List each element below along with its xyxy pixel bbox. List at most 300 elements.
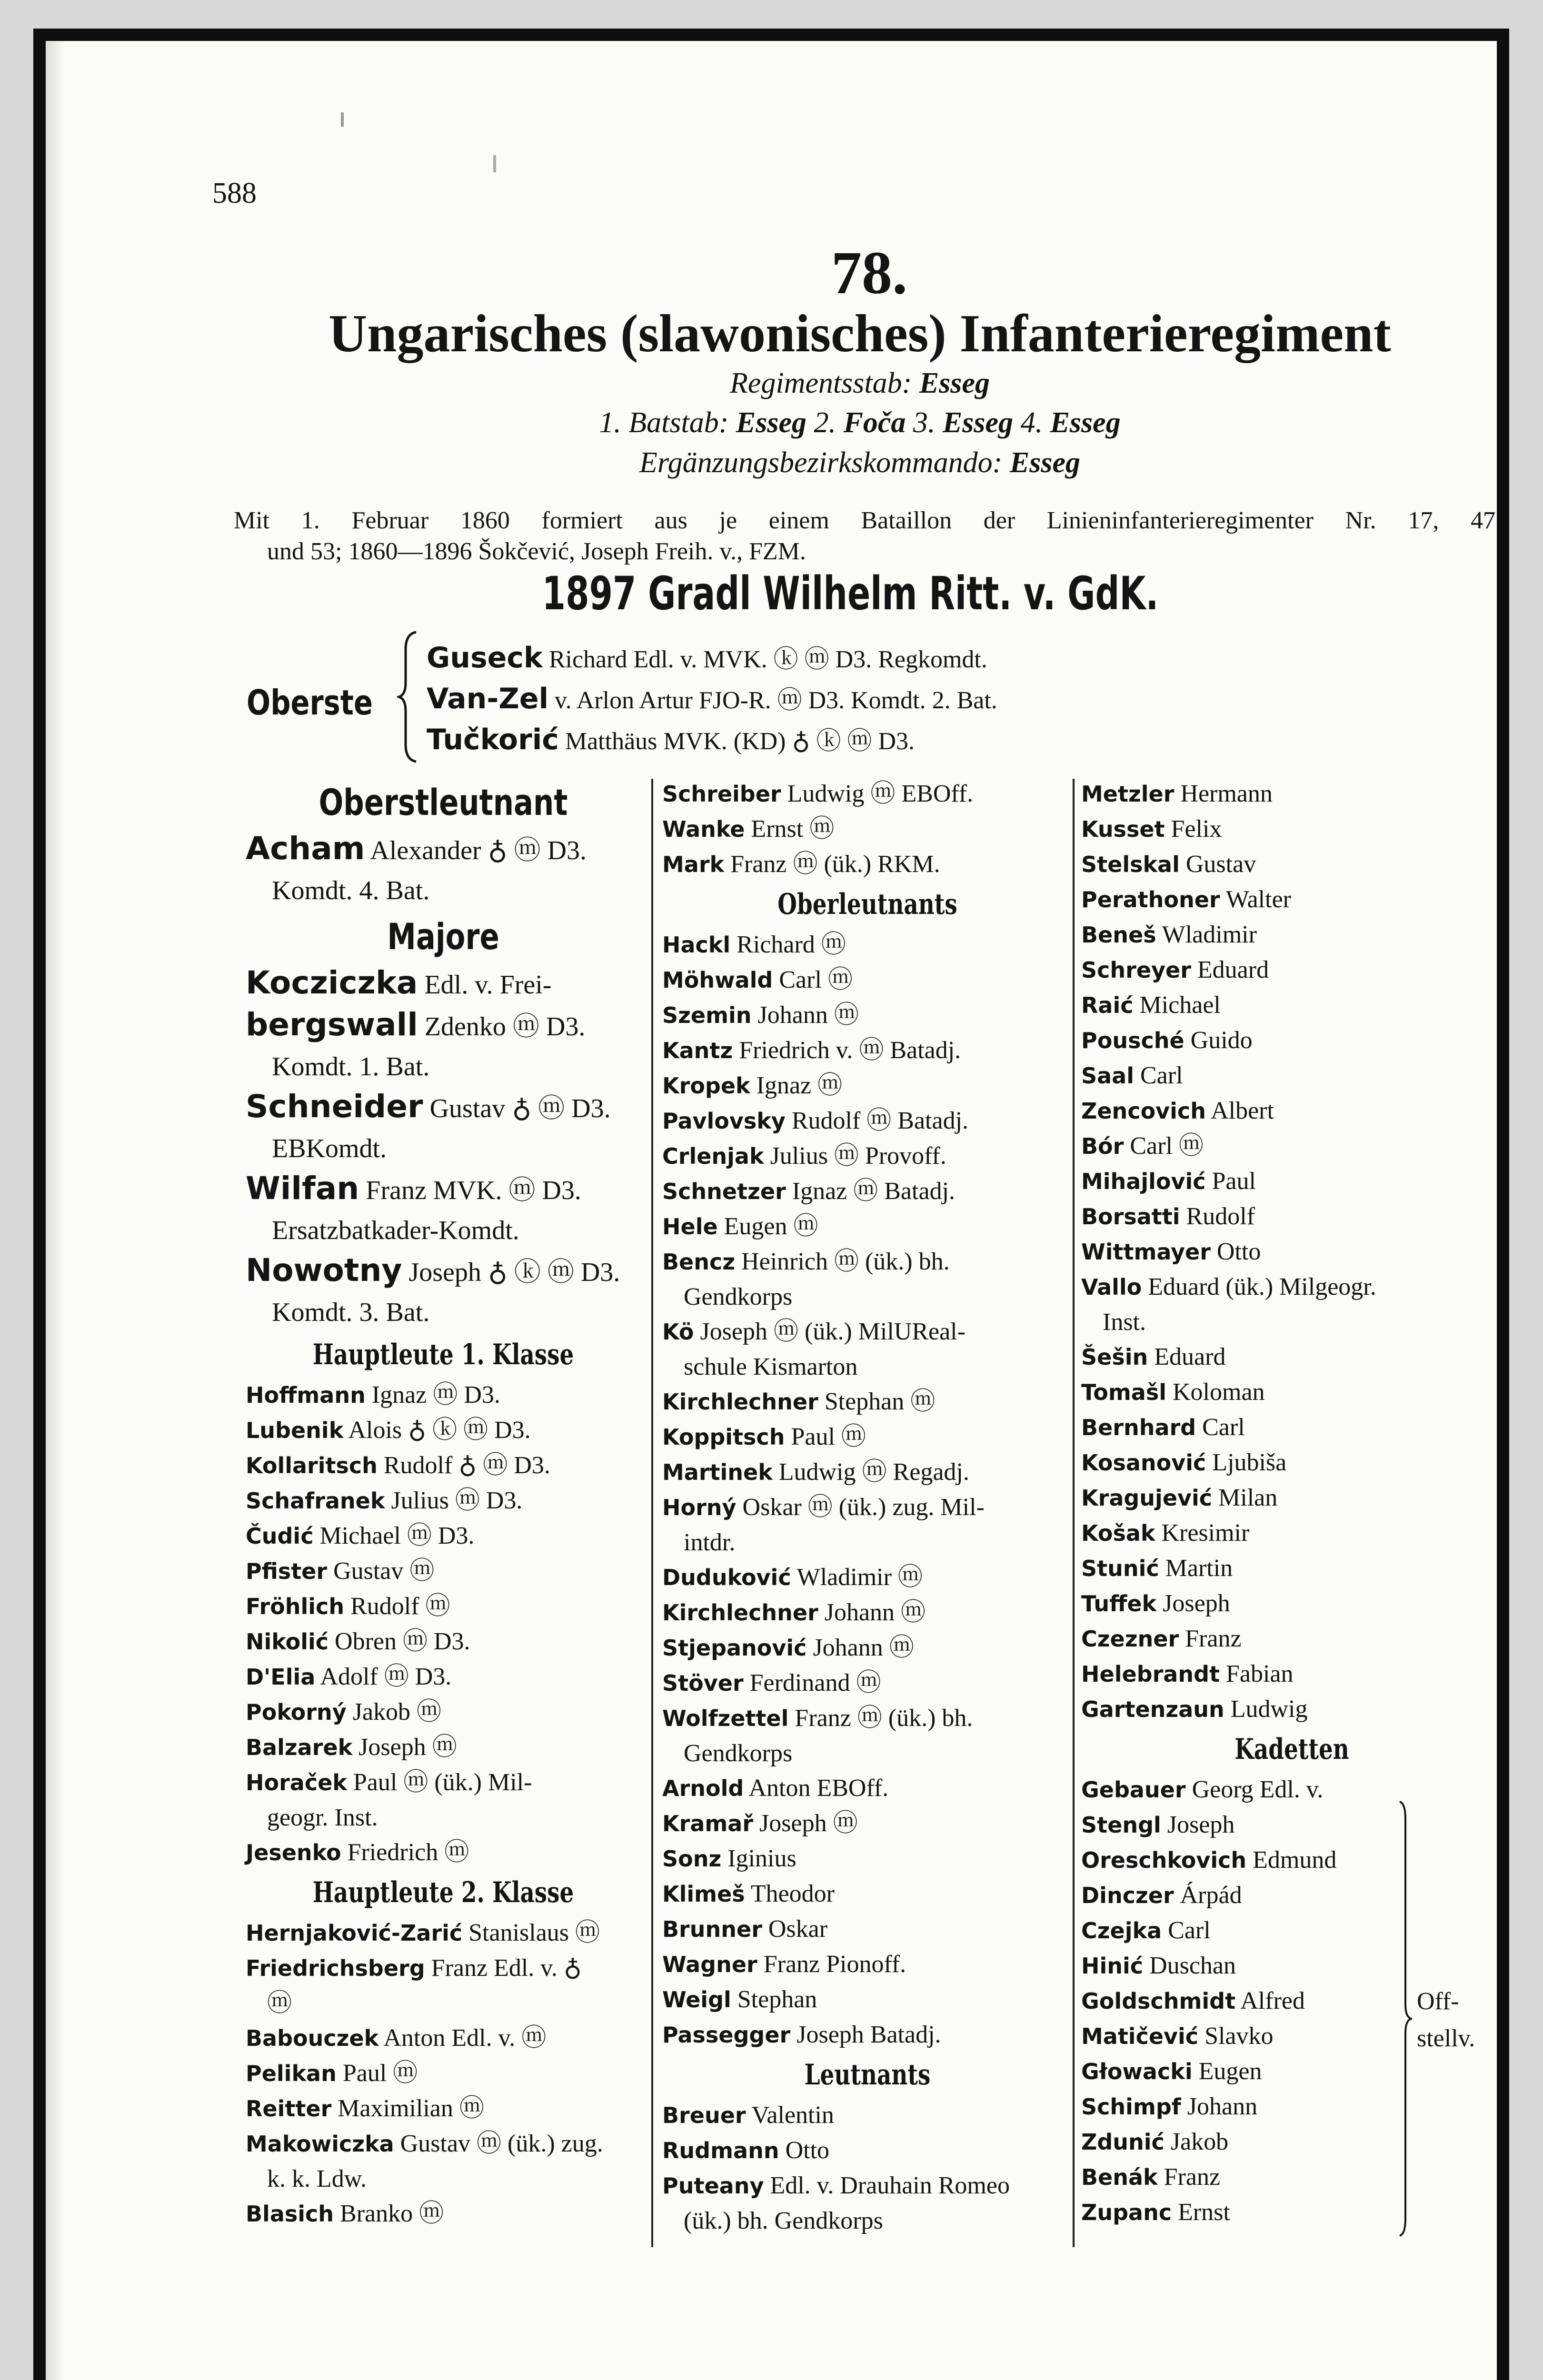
curly-brace-icon <box>397 630 419 764</box>
officer-entry <box>246 1695 641 1730</box>
officer-entry <box>1081 2195 1503 2230</box>
oberste-label: Oberste <box>247 683 373 723</box>
officer-entry <box>246 1624 641 1659</box>
entry-continuation: (ük.) bh. Gendkorps <box>684 2207 883 2234</box>
officer-details: Oskar ⓜ (ük.) zug. Mil- <box>742 1494 985 1521</box>
officer-entry <box>662 1174 1073 1209</box>
officer-details: Jakob ⓜ <box>352 1698 442 1726</box>
entry-line <box>246 1378 641 1413</box>
officer-details: Jakob <box>1170 2128 1229 2155</box>
ergaenzung-place: Esseg <box>1009 446 1080 479</box>
officer-details: Eduard (ük.) Milgeogr. <box>1148 1273 1376 1300</box>
entry-line <box>246 2021 641 2056</box>
officer-surname: Makowiczka <box>246 2131 394 2157</box>
officer-details: Johann ⓜ <box>813 1634 914 1661</box>
officer-surname: Šešin <box>1081 1344 1148 1370</box>
entry-line <box>662 847 1073 882</box>
officer-details: Franz ⓜ (ük.) RKM. <box>730 851 940 878</box>
entry-continuation: schule Kismarton <box>684 1353 858 1380</box>
officer-entry <box>662 1771 1073 1806</box>
entry-continuation: EBKomdt. <box>272 1134 387 1163</box>
officer-details: Hermann <box>1180 780 1273 807</box>
officer-details: Maximilian ⓜ <box>338 2095 484 2122</box>
officer-entry <box>1081 847 1503 882</box>
officer-surname: Stengl <box>1081 1812 1161 1838</box>
officer-entry <box>662 1876 1073 1912</box>
entry-line <box>1081 1164 1503 1199</box>
entry-line <box>662 2017 1073 2053</box>
scanned-page <box>33 29 1509 2380</box>
rank-heading: Hauptleute 1. Klasse <box>312 1338 574 1371</box>
rank-heading: Hauptleute 2. Klasse <box>312 1876 574 1909</box>
officer-surname: Kantz <box>662 1038 733 1063</box>
officer-details: Gustav <box>1185 851 1256 878</box>
officer-details: Rudolf <box>1186 1203 1255 1230</box>
officer-details: Alfred <box>1240 1987 1305 2014</box>
entry-line <box>246 2126 641 2162</box>
entry-line <box>246 829 641 871</box>
officer-surname: Pousché <box>1081 1028 1185 1053</box>
officer-details: Johann <box>1187 2093 1258 2120</box>
entry-line <box>1081 812 1503 847</box>
entry-line <box>1081 952 1503 988</box>
officer-details: Gustav ⓜ (ük.) zug. <box>400 2130 603 2157</box>
entry-line <box>662 1806 1073 1841</box>
officer-surname: Arnold <box>662 1775 744 1801</box>
officer-details: Julius ⓜ D3. <box>391 1487 523 1514</box>
officer-details: Friedrich v. ⓜ Batadj. <box>739 1037 961 1064</box>
ergaenzung-label: Ergänzungsbezirkskommando: <box>639 446 1003 479</box>
entry-line <box>1081 1480 1503 1516</box>
officer-entry <box>662 2168 1073 2238</box>
officer-details: Franz ⓜ (ük.) bh. <box>795 1705 973 1732</box>
officer-details: Carl <box>1168 1917 1211 1944</box>
officer-details: Paul ⓜ <box>791 1423 866 1450</box>
entry-line <box>662 1771 1073 1806</box>
officer-details: Franz <box>1164 2163 1221 2191</box>
officer-surname: Nowotny <box>246 1252 402 1289</box>
officer-surname: Kusset <box>1081 816 1165 842</box>
entry-line <box>1081 1129 1503 1164</box>
entry-line <box>1081 917 1503 952</box>
officer-surname: Weigl <box>662 1987 731 2013</box>
entry-line <box>1081 1843 1503 1878</box>
officer-entry <box>246 1413 641 1448</box>
officer-details: Franz Edl. v. ♁ <box>431 1954 582 1982</box>
officer-entry <box>1081 1164 1503 1199</box>
officer-surname: Hackl <box>662 932 731 958</box>
officer-details: Rudolf ⓜ Batadj. <box>791 1107 969 1134</box>
officer-details: Eugen ⓜ <box>724 1213 818 1240</box>
officer-surname: Dinczer <box>1081 1883 1174 1908</box>
officer-surname: Metzler <box>1081 781 1175 807</box>
entry-line <box>246 1250 641 1292</box>
officer-surname: Perathoner <box>1081 887 1220 912</box>
entry-line <box>1081 1269 1503 1305</box>
officer-surname: Brunner <box>662 1916 762 1942</box>
officer-details: Carl <box>1202 1414 1245 1441</box>
entry-line <box>1081 2124 1503 2160</box>
regiment-number: 78. <box>831 239 907 307</box>
officer-details: Fabian <box>1225 1660 1294 1687</box>
officer-entry <box>662 2133 1073 2168</box>
officer-entry <box>662 927 1073 962</box>
regimentsstab-line <box>222 364 1498 404</box>
officer-details: Joseph <box>1163 1590 1230 1617</box>
entry-line <box>662 1139 1073 1174</box>
officer-details: Guido <box>1190 1027 1253 1054</box>
entry-line <box>1081 882 1503 917</box>
officer-details: Ferdinand ⓜ <box>749 1669 881 1696</box>
officer-details: Walter <box>1225 886 1291 913</box>
officer-entry <box>662 2017 1073 2053</box>
officer-surname: Čudić <box>246 1523 314 1549</box>
entry-continuation: Gendkorps <box>684 1283 793 1310</box>
entry-line <box>662 1068 1073 1103</box>
entry-line <box>662 2168 1073 2203</box>
officer-surname: Kirchlechner <box>662 1600 818 1626</box>
officer-details: Johann ⓜ <box>757 1002 859 1029</box>
officer-entry <box>246 1915 641 1951</box>
officer-entry <box>662 1560 1073 1595</box>
officer-surname: Acham <box>246 830 365 867</box>
entry-line <box>1081 1445 1503 1480</box>
officer-surname: Wanke <box>662 816 745 842</box>
officer-entry <box>1081 882 1503 917</box>
officer-entry <box>662 1384 1073 1419</box>
officer-entry <box>662 998 1073 1033</box>
officer-entry <box>1081 2124 1503 2160</box>
entry-line <box>1081 1339 1503 1375</box>
officer-details: Paul ⓜ (ük.) Mil- <box>353 1769 532 1796</box>
entry-line <box>1081 1199 1503 1234</box>
officer-surname: Hele <box>662 1214 718 1240</box>
officer-details: Alois ♁ ⓚ ⓜ D3. <box>348 1417 531 1444</box>
entry-line <box>246 1915 641 1951</box>
officer-entry <box>1081 1410 1503 1445</box>
officer-entry <box>662 1666 1073 1701</box>
officer-details: v. Arlon Artur FJO-R. ⓜ D3. Komdt. 2. Bat. <box>555 687 997 714</box>
officer-entry <box>1081 1023 1503 1058</box>
regiment-header <box>203 241 1498 483</box>
officer-details: Eduard <box>1197 956 1269 983</box>
entry-line <box>1081 847 1503 882</box>
officer-entry <box>662 1033 1073 1068</box>
officer-entry <box>662 1912 1073 1947</box>
officer-details: Eugen <box>1198 2058 1262 2085</box>
batstab-label: 1. Batstab: <box>599 407 729 439</box>
officer-details: Carl ⓜ <box>1130 1132 1204 1160</box>
officer-surname: Lubenik <box>246 1418 344 1443</box>
entry-line <box>246 1087 641 1129</box>
officer-surname: Schreiber <box>662 781 781 807</box>
officer-details: Carl <box>1140 1062 1183 1089</box>
officer-entry <box>1081 1807 1503 1843</box>
entry-line <box>246 963 641 1005</box>
ergaenzung-line <box>222 443 1498 483</box>
officer-details: Joseph Batadj. <box>796 2021 941 2048</box>
entry-line <box>246 1765 641 1800</box>
officer-details: Ludwig <box>1230 1696 1308 1723</box>
officer-surname: Wittmayer <box>1081 1239 1211 1265</box>
officer-entry <box>246 1554 641 1589</box>
officer-surname: Schimpf <box>1081 2094 1181 2120</box>
officer-entry <box>662 1630 1073 1666</box>
entry-line <box>1081 1878 1503 1913</box>
officer-details: Kresimir <box>1161 1519 1250 1547</box>
page-body <box>46 41 1497 2380</box>
officer-surname: Tuffek <box>1081 1591 1157 1616</box>
officer-surname: Klimeš <box>662 1881 745 1907</box>
entry-line <box>662 1490 1073 1525</box>
officer-details: Stephan <box>737 1986 817 2013</box>
officer-surname: Passegger <box>662 2022 791 2048</box>
officer-details: Franz MVK. ⓜ D3. <box>366 1176 581 1205</box>
entry-line <box>662 1384 1073 1419</box>
officer-entry <box>1081 1772 1503 1807</box>
officer-surname: Puteany <box>662 2173 764 2199</box>
officer-surname: Duduković <box>662 1565 791 1590</box>
entry-line <box>662 1666 1073 1701</box>
officer-details: Ludwig ⓜ Regadj. <box>778 1458 969 1486</box>
officer-surname: Pokorný <box>246 1699 347 1725</box>
officer-surname: Babouczek <box>246 2025 379 2051</box>
officer-surname: Kollaritsch <box>246 1453 378 1478</box>
officer-entry <box>246 829 641 911</box>
entry-line <box>246 1835 641 1870</box>
entry-line <box>662 1560 1073 1595</box>
officer-surname: Schafranek <box>246 1488 385 1514</box>
officer-surname: Oreschkovich <box>1081 1847 1247 1873</box>
officer-entry <box>662 1455 1073 1490</box>
officer-surname: Hernjaković-Zarić <box>246 1920 463 1946</box>
entry-continuation: Inst. <box>1103 1309 1146 1336</box>
officer-entry <box>662 1490 1073 1560</box>
officer-surname: Beneš <box>1081 922 1156 948</box>
officer-surname: Benák <box>1081 2164 1158 2190</box>
officer-surname: Guseck <box>427 641 543 674</box>
entry-line <box>246 1005 641 1047</box>
officer-entry <box>662 1947 1073 1982</box>
officer-surname: Helebrandt <box>1081 1661 1220 1687</box>
officer-details: Alexander ♁ ⓜ D3. <box>370 836 587 865</box>
entry-line <box>1081 1023 1503 1058</box>
entry-line <box>1081 1375 1503 1410</box>
officer-entry <box>1081 1843 1503 1878</box>
roster-column-middle <box>662 776 1073 2238</box>
officer-surname: Kosanović <box>1081 1450 1206 1476</box>
officer-surname: Wagner <box>662 1952 757 1977</box>
batstab-place: Esseg <box>942 407 1014 439</box>
officer-surname: Kragujević <box>1081 1485 1213 1511</box>
officer-entry <box>246 2021 641 2056</box>
officer-details: Edmund <box>1253 1846 1337 1874</box>
roster-column-left <box>246 776 641 2231</box>
entry-line <box>1081 1692 1503 1727</box>
officer-entry <box>1081 812 1503 847</box>
officer-details: Paul <box>1212 1168 1256 1195</box>
offiziersstellvertreter-note <box>1417 1983 1475 2057</box>
entry-line <box>662 998 1073 1033</box>
officer-surname: Czejka <box>1081 1918 1162 1944</box>
entry-line <box>1081 1772 1503 1807</box>
officer-details: Theodor <box>750 1880 835 1907</box>
officer-details: Stanislaus ⓜ <box>468 1919 600 1946</box>
officer-surname: Vallo <box>1081 1274 1142 1300</box>
entry-line <box>246 1659 641 1695</box>
officer-entry <box>246 1448 641 1483</box>
officer-details: Edl. v. Drauhain Romeo <box>770 2172 1010 2199</box>
entry-line <box>1081 988 1503 1023</box>
entry-line <box>662 1314 1073 1349</box>
entry-line <box>662 812 1073 847</box>
officer-surname: Van-Zel <box>427 682 549 715</box>
officer-entry <box>1081 1878 1503 1913</box>
officer-surname: Wolfzettel <box>662 1706 789 1731</box>
officer-details: Richard Edl. v. MVK. ⓚ ⓜ D3. Regkomdt. <box>548 646 987 673</box>
officer-entry <box>662 847 1073 882</box>
officer-details: Slavko <box>1205 2023 1274 2050</box>
officer-details: Ignaz ⓜ Batadj. <box>792 1178 955 1205</box>
officer-details: Paul ⓜ <box>342 2060 418 2087</box>
officer-entry <box>1081 917 1503 952</box>
officer-details: Stephan ⓜ <box>824 1388 936 1415</box>
entry-line <box>246 2196 641 2231</box>
officer-surname: Bernhard <box>1081 1415 1196 1440</box>
entry-line <box>1081 1656 1503 1692</box>
entry-line <box>1081 1948 1503 1983</box>
officer-surname: Matičević <box>1081 2023 1199 2049</box>
officer-surname: Horaček <box>246 1770 347 1795</box>
officer-surname: Stöver <box>662 1670 744 1696</box>
officer-surname: Schreyer <box>1081 957 1191 983</box>
officer-details: Ludwig ⓜ EBOff. <box>787 780 974 807</box>
officer-entry <box>662 1419 1073 1455</box>
officer-entry <box>246 1378 641 1413</box>
officer-entry <box>662 1103 1073 1139</box>
officer-entry <box>662 1209 1073 1244</box>
officer-entry <box>1081 1234 1503 1269</box>
history-line: und 53; 1860—1896 Šokčević, Joseph Freih. v., FZM. <box>267 538 806 565</box>
entry-line <box>662 1455 1073 1490</box>
officer-surname: Mihajlović <box>1081 1169 1206 1194</box>
column-divider <box>651 779 653 2247</box>
officer-entry <box>246 1518 641 1554</box>
officer-entry <box>1081 776 1503 812</box>
rank-heading: Kadetten <box>1234 1733 1349 1766</box>
officer-entry <box>662 1982 1073 2017</box>
entry-line <box>1081 1410 1503 1445</box>
batstab-place: Foča <box>843 407 906 439</box>
entry-line <box>1081 1807 1503 1843</box>
entry-line <box>246 1413 641 1448</box>
officer-entry <box>246 2056 641 2091</box>
entry-line <box>662 1209 1073 1244</box>
officer-entry <box>662 1244 1073 1314</box>
entry-continuation: Komdt. 3. Bat. <box>272 1298 430 1327</box>
officer-entry <box>246 1765 641 1835</box>
officer-surname: Kocziczka <box>246 964 418 1001</box>
officer-entry <box>1081 1339 1503 1375</box>
officer-surname: Reitter <box>246 2096 332 2122</box>
officer-surname: Kö <box>662 1319 694 1345</box>
officer-details: Michael ⓜ D3. <box>319 1522 475 1549</box>
officer-details: Ignaz ⓜ <box>756 1072 843 1099</box>
officer-entry <box>662 1701 1073 1771</box>
officer-surname: Koppitsch <box>662 1424 785 1450</box>
entry-line <box>1081 1093 1503 1129</box>
officer-surname: Wilfan <box>246 1170 359 1207</box>
entry-line <box>662 1841 1073 1876</box>
officer-details: Rudolf ⓜ <box>350 1593 450 1620</box>
officer-entry <box>1081 1199 1503 1234</box>
rank-heading: Oberleutnants <box>777 888 957 921</box>
oberst-entry <box>427 679 997 720</box>
officer-surname: Kirchlechner <box>662 1389 818 1415</box>
officer-entry <box>1081 988 1503 1023</box>
officer-entry <box>662 1806 1073 1841</box>
officer-surname: D'Elia <box>246 1664 316 1690</box>
officer-surname: Schnetzer <box>662 1179 786 1204</box>
officer-entry <box>246 1483 641 1518</box>
entry-continuation: Gendkorps <box>684 1740 793 1767</box>
officer-surname: Gartenzaun <box>1081 1696 1224 1722</box>
officer-details: Otto <box>1216 1238 1261 1265</box>
batstab-place: Esseg <box>736 407 807 439</box>
officer-details: Joseph ⓜ (ük.) MilUReal- <box>700 1318 966 1345</box>
officer-entry <box>246 1250 641 1332</box>
note-line: Off- <box>1417 1988 1459 2015</box>
officer-surname: Tučkorić <box>427 723 559 756</box>
officer-entry <box>246 2196 641 2231</box>
entry-line <box>246 1589 641 1624</box>
entry-line <box>246 2091 641 2126</box>
officer-details: Franz <box>1185 1625 1242 1652</box>
officer-details: Adolf ⓜ D3. <box>320 1663 452 1690</box>
entry-line <box>662 1033 1073 1068</box>
officer-surname: Gebauer <box>1081 1777 1186 1803</box>
officer-details: Joseph ⓜ <box>358 1734 457 1761</box>
officer-surname: Stelskal <box>1081 852 1180 877</box>
batstab-number: 2. <box>814 407 836 439</box>
officer-details: Heinrich ⓜ (ük.) bh. <box>741 1248 950 1275</box>
officer-details: Georg Edl. v. <box>1192 1776 1324 1803</box>
officer-details: Ernst ⓜ <box>751 815 835 843</box>
batstab-line <box>222 403 1498 443</box>
entry-line <box>1081 1621 1503 1656</box>
officer-entry <box>246 1951 641 2021</box>
officer-entry <box>1081 1445 1503 1480</box>
note-line: stellv. <box>1417 2025 1475 2052</box>
officer-surname: Mark <box>662 852 725 877</box>
officer-entry <box>1081 1656 1503 1692</box>
entry-line <box>246 1169 641 1210</box>
page-number: 588 <box>212 177 257 209</box>
officer-details: Milan <box>1218 1484 1278 1511</box>
officer-entry <box>662 1595 1073 1630</box>
entry-line <box>662 1701 1073 1736</box>
officer-details: Joseph ♁ ⓚ ⓜ D3. <box>408 1258 620 1287</box>
batstab-place: Esseg <box>1050 407 1121 439</box>
entry-line <box>1081 2160 1503 2195</box>
entry-line <box>246 1624 641 1659</box>
officer-details: Gustav ♁ ⓜ D3. <box>429 1094 611 1123</box>
entry-continuation: Ersatzbatkader-Komdt. <box>272 1216 519 1245</box>
officer-entry <box>1081 1948 1503 1983</box>
column-divider <box>1073 779 1075 2247</box>
entry-line <box>246 1448 641 1483</box>
officer-details: Rudolf ♁ ⓜ D3. <box>383 1452 550 1479</box>
